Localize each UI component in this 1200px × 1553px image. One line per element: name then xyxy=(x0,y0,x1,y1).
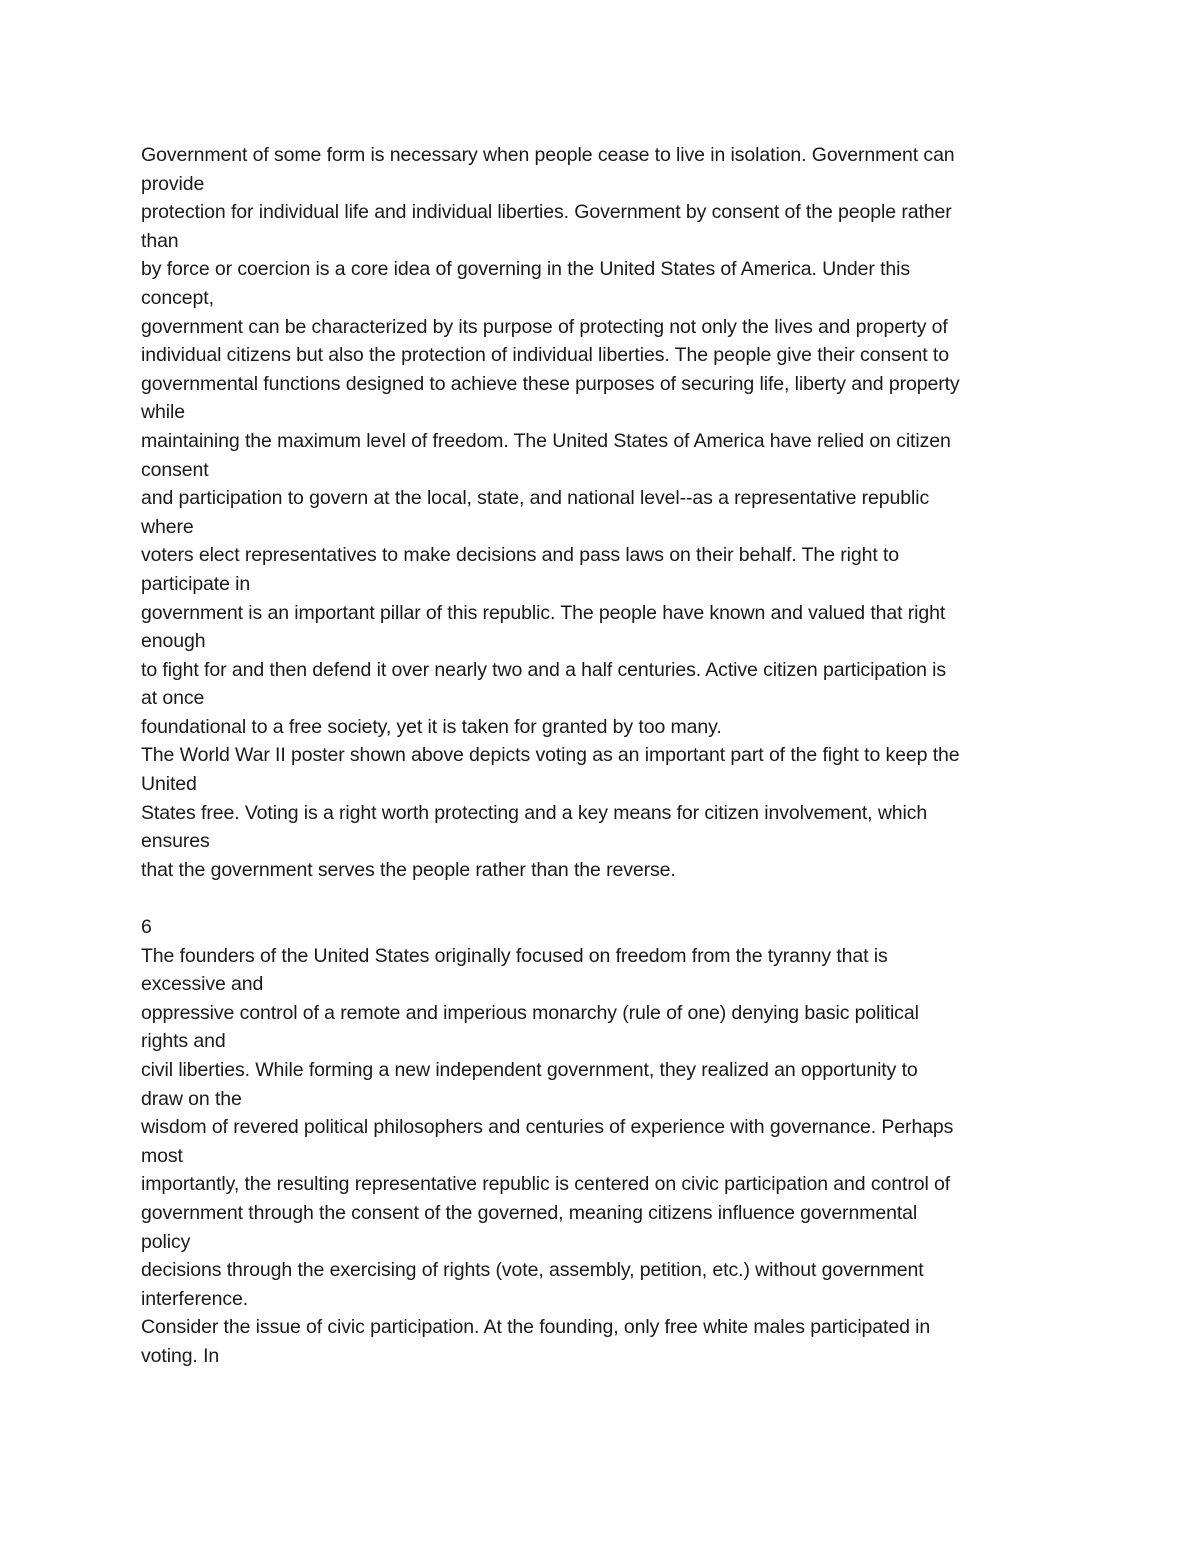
text-line: draw on the xyxy=(141,1087,242,1110)
blank-line xyxy=(141,884,1081,913)
text-line: that the government serves the people rather than the reverse. xyxy=(141,858,676,881)
text-line: while xyxy=(141,401,185,424)
text-line: consent xyxy=(141,458,209,481)
text-line: importantly, the resulting representative republic is centered on civic participation and control of xyxy=(141,1173,951,1196)
text-line: wisdom of revered political philosophers and centuries of experience with governance. Perhaps xyxy=(141,1116,954,1139)
text-line: at once xyxy=(141,687,205,710)
text-line: most xyxy=(141,1144,183,1167)
text-line: government through the consent of the governed, meaning citizens influence governmental xyxy=(141,1201,918,1224)
text-line: decisions through the exercising of rights (vote, assembly, petition, etc.) without government xyxy=(141,1259,924,1282)
text-line: government can be characterized by its purpose of protecting not only the lives and property of xyxy=(141,315,948,338)
text-line: participate in xyxy=(141,572,251,595)
text-line: policy xyxy=(141,1230,191,1253)
text-line: governmental functions designed to achieve these purposes of securing life, liberty and property xyxy=(141,372,960,395)
text-line: States free. Voting is a right worth protecting and a key means for citizen involvement, which xyxy=(141,801,928,824)
text-line: to fight for and then defend it over nearly two and a half centuries. Active citizen participation is xyxy=(141,658,947,681)
text-line: rights and xyxy=(141,1030,226,1053)
text-line: voters elect representatives to make decisions and pass laws on their behalf. The right to xyxy=(141,544,900,567)
text-line: Consider the issue of civic participation. At the founding, only free white males participated in xyxy=(141,1316,931,1339)
text-line: by force or coercion is a core idea of governing in the United States of America. Under this xyxy=(141,258,911,281)
text-line: United xyxy=(141,773,197,796)
document-text xyxy=(141,141,1081,1371)
text-line: where xyxy=(141,515,194,538)
text-line: protection for individual life and individual liberties. Government by consent of the people rather xyxy=(141,201,952,224)
text-line: and participation to govern at the local, state, and national level--as a representative republic xyxy=(141,487,930,510)
page-number: 6 xyxy=(141,916,152,939)
text-line: individual citizens but also the protection of individual liberties. The people give their consent to xyxy=(141,344,949,367)
text-line: Government of some form is necessary when people cease to live in isolation. Government can xyxy=(141,144,955,166)
text-line: civil liberties. While forming a new independent government, they realized an opportunity to xyxy=(141,1059,918,1081)
text-line: government is an important pillar of this republic. The people have known and valued that right xyxy=(141,601,946,624)
text-line: voting. In xyxy=(141,1344,220,1367)
text-line: oppressive control of a remote and imperious monarchy (rule of one) denying basic political xyxy=(141,1001,919,1024)
text-line: interference. xyxy=(141,1287,249,1310)
text-line: enough xyxy=(141,630,206,653)
text-line: excessive and xyxy=(141,973,264,996)
text-line: The World War II poster shown above depicts voting as an important part of the fight to keep the xyxy=(141,744,960,767)
text-line: foundational to a free society, yet it is taken for granted by too many. xyxy=(141,715,722,738)
text-line: ensures xyxy=(141,830,210,853)
text-line: The founders of the United States originally focused on freedom from the tyranny that is xyxy=(141,944,888,967)
text-line: concept, xyxy=(141,286,214,309)
text-line: maintaining the maximum level of freedom. The United States of America have relied on citizen xyxy=(141,429,951,452)
text-line: provide xyxy=(141,172,205,195)
text-line: than xyxy=(141,229,179,252)
